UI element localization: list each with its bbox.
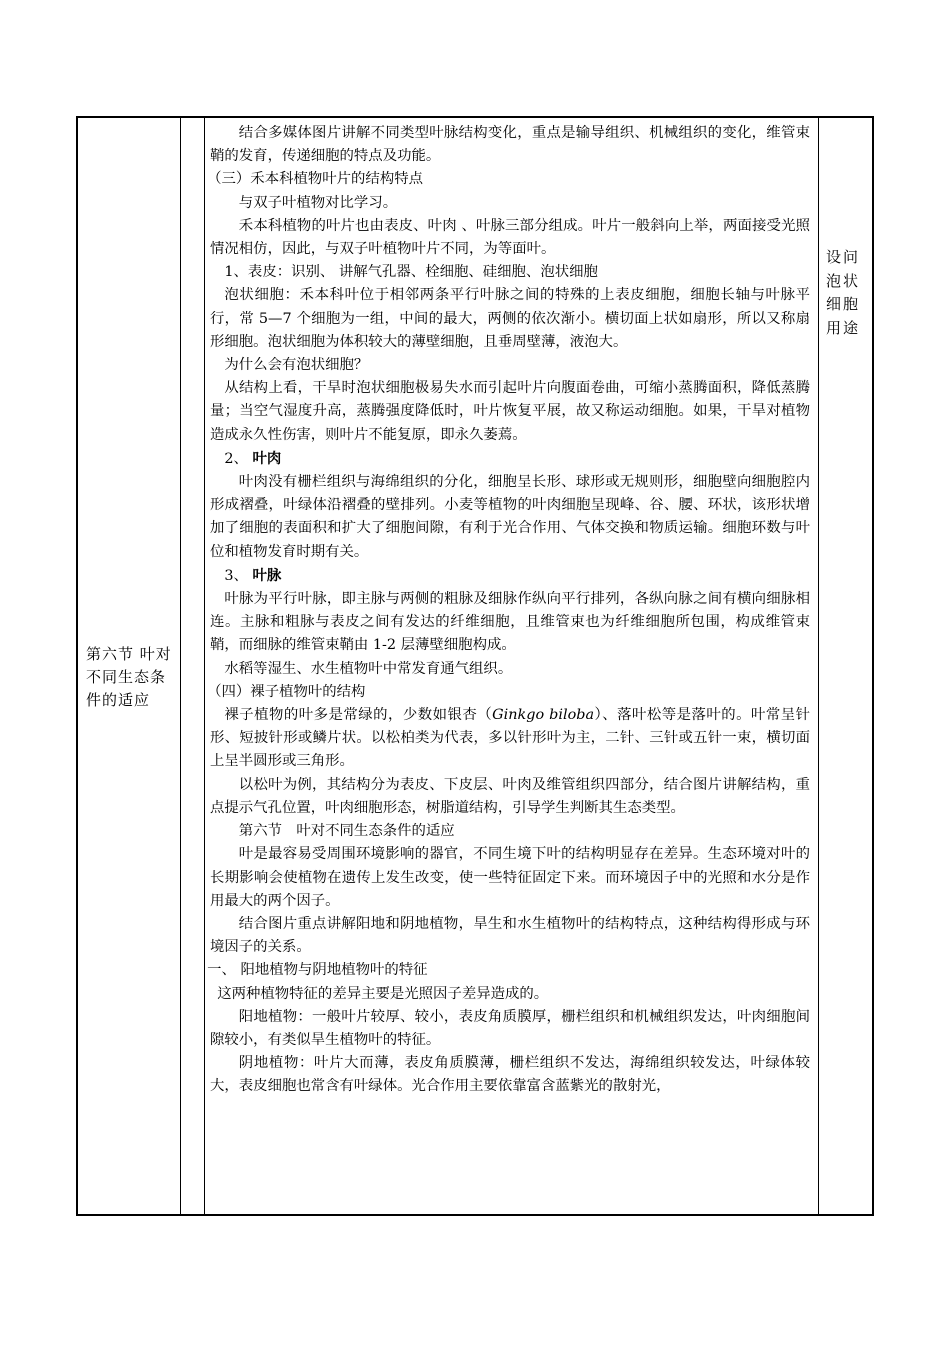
- paragraph: （三）禾本科植物叶片的结构特点: [207, 171, 423, 188]
- paragraph: 叶是最容易受周围环境影响的器官，不同生境下叶的结构明显存在差异。生态环境对叶的长期影响会使植物在遗传上发生改变，使一些特征固定下来。而环境因子中的光照和水分是作用最大的两个因子。: [210, 846, 810, 909]
- paragraph: 这两种植物特征的差异主要是光照因子差异造成的。: [217, 985, 549, 1002]
- paragraph: 与双子叶植物对比学习。: [238, 194, 398, 211]
- section-title-cell: 第六节 叶对不同生态条件的适应: [86, 645, 172, 709]
- paragraph: 水稻等湿生、水生植物叶中常发育通气组织。: [224, 660, 513, 677]
- content-cell: [207, 118, 810, 1099]
- paragraph: 泡状细胞：禾本科叶位于相邻两条平行叶脉之间的特殊的上表皮细胞，细胞长轴与叶脉平行，常 5—7 个细胞为一组，中间的最大，两侧的依次渐小。横切面上状如扇形，所以又称扇形细胞。泡状细胞为体积较大的薄壁细胞，且垂周壁薄，液泡大。: [210, 287, 810, 350]
- paragraph: （四）裸子植物叶的结构: [207, 683, 366, 700]
- paragraph: 裸子植物的叶多是常绿的，少数如银杏（Ginkgo biloba）、落叶松等是落叶的。叶常呈针形、短披针形或鳞片状。以松柏类为代表，多以针形叶为主，二针、三针或五针一束，横切面上呈半圆形或三角形。: [210, 707, 810, 770]
- paragraph: 结合图片重点讲解阳地和阴地植物，旱生和水生植物叶的结构特点，这种结构得形成与环境因子的关系。: [210, 915, 810, 956]
- paragraph: 阴地植物：叶片大而薄，表皮角质膜薄，栅栏组织不发达，海绵组织较发达，叶绿体较大，表皮细胞也常含有叶绿体。光合作用主要依靠富含蓝紫光的散射光，: [210, 1055, 810, 1095]
- paragraph: 1、表皮：识别、 讲解气孔器、栓细胞、硅细胞、泡状细胞: [224, 264, 598, 281]
- paragraph: 以松叶为例，其结构分为表皮、下皮层、叶肉及维管组织四部分，结合图片讲解结构，重点提示气孔位置，叶肉细胞形态，树脂道结构，引导学生判断其生态类型。: [210, 776, 810, 816]
- lesson-table: [76, 116, 874, 1216]
- heading-vein: 3、 叶脉: [224, 566, 282, 584]
- paragraph: 一、 阳地植物与阴地植物叶的特征: [207, 962, 428, 979]
- column-divider-1: [180, 118, 181, 1214]
- paragraph: 阳地植物：一般叶片较厚、较小，表皮角质膜厚，栅栏组织和机械组织发达，叶肉细胞间隙较小，有类似旱生植物叶的特征。: [210, 1008, 810, 1048]
- paragraph: 第六节 叶对不同生态条件的适应: [238, 823, 455, 840]
- remarks-cell: 设问泡状细胞用途: [826, 248, 861, 337]
- paragraph: 结合多媒体图片讲解不同类型叶脉结构变化，重点是输导组织、机械组织的变化，维管束鞘的发育，传递细胞的特点及功能。: [210, 125, 810, 165]
- heading-mesophyll: 2、 叶肉: [224, 449, 282, 467]
- paragraph: 叶脉为平行叶脉，即主脉与两侧的粗脉及细脉作纵向平行排列，各纵向脉之间有横向细脉相连。主脉和粗脉与表皮之间有发达的纤维细胞，且维管束也为纤维细胞所包围，构成维管束鞘，而细脉的维管束鞘由 1-2 层薄壁细胞构成。: [210, 591, 810, 654]
- paragraph: 禾本科植物的叶片也由表皮、叶肉 、叶脉三部分组成。叶片一般斜向上举，两面接受光照情况相仿，因此，与双子叶植物叶片不同，为等面叶。: [210, 217, 810, 258]
- paragraph: 叶肉没有栅栏组织与海绵组织的分化，细胞呈长形、球形或无规则形，细胞壁向细胞腔内形成褶叠，叶绿体沿褶叠的壁排列。小麦等植物的叶肉细胞呈现峰、谷、腰、环状，该形状增加了细胞的表面积和扩大了细胞间隙，有利于光合作用、气体交换和物质运输。细胞环数与叶位和植物发育时期有关。: [210, 474, 810, 560]
- paragraph: 从结构上看，干旱时泡状细胞极易失水而引起叶片向腹面卷曲，可缩小蒸腾面积，降低蒸腾量；当空气湿度升高，蒸腾强度降低时，叶片恢复平展，故又称运动细胞。如果，干旱对植物造成永久性伤害，则叶片不能复原，即永久萎蔫。: [210, 380, 810, 443]
- column-divider-3: [818, 118, 819, 1214]
- paragraph: 为什么会有泡状细胞？: [224, 357, 369, 374]
- column-divider-2: [204, 118, 205, 1214]
